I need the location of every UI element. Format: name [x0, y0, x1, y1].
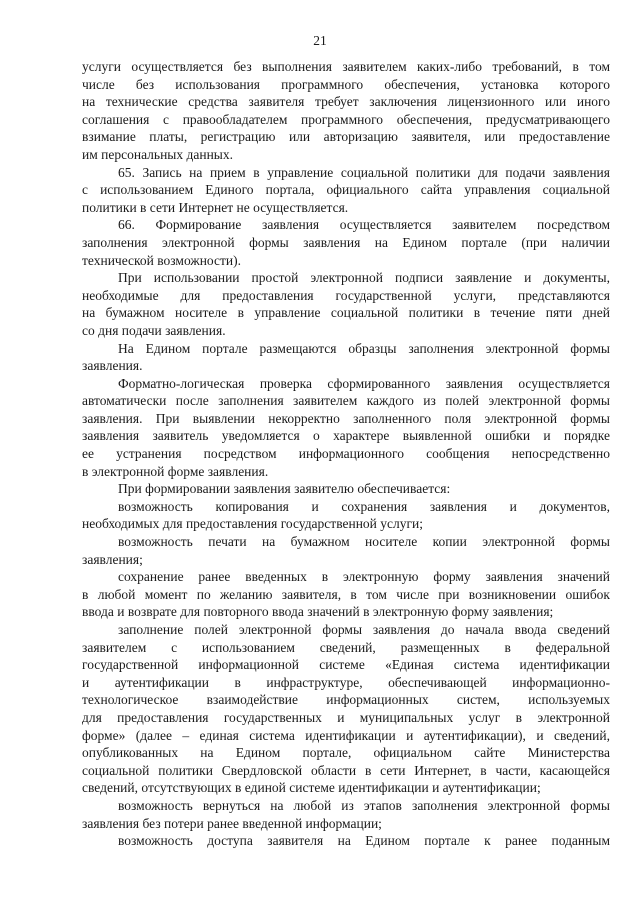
page-number: 21 — [313, 33, 327, 48]
text-line: политики в сети Интернет не осуществляется. — [82, 199, 349, 215]
text-line: в электронной форме заявления. — [82, 463, 269, 479]
text-line: в любой момент по желанию заявителя, в том числе при возникновении ошибок — [82, 586, 610, 602]
document-body — [82, 58, 610, 850]
text-line: При использовании простой электронной подписи заявление и документы, — [118, 270, 610, 286]
text-line: заявления без потери ранее введенной информации; — [82, 815, 382, 831]
text-line: числе без использования программного обеспечения, установка которого — [82, 76, 610, 92]
text-line: со дня подачи заявления. — [82, 322, 226, 338]
text-line: заявления. — [82, 358, 143, 374]
text-line: возможность копирования и сохранения заявления и документов, — [118, 498, 610, 514]
text-line: им персональных данных. — [82, 146, 234, 162]
text-line: сохранение ранее введенных в электронную форму заявления значений — [118, 569, 610, 585]
text-line: на технические средства заявителя требует заключения лицензионного или иного — [82, 94, 610, 110]
text-line: сведений, отсутствующих в единой системе идентификации и аутентификации; — [82, 780, 541, 796]
text-line: на бумажном носителе в управление социальной политики в течение пяти дней — [82, 305, 610, 321]
text-line: заявления; — [82, 551, 143, 567]
text-line: заполнения электронной формы заявления на Едином портале (при наличии — [82, 234, 610, 250]
text-line: ввода и возврате для повторного ввода значений в электронную форму заявления; — [82, 604, 554, 620]
text-line: технической возможности). — [82, 252, 242, 268]
text-line: автоматически после заполнения заявителем каждого из полей электронной формы — [82, 393, 610, 409]
text-line: заявителем с использованием сведений, размещенных в федеральной — [82, 639, 610, 655]
text-line: заявления. При выявлении некорректно заполненного поля электронной формы — [82, 410, 610, 426]
text-line: возможность вернуться на любой из этапов заполнения электронной формы — [118, 797, 610, 813]
text-line: социальной политики Свердловской области в сети Интернет, в части, касающейся — [82, 762, 610, 778]
text-line: заполнение полей электронной формы заявления до начала ввода сведений — [118, 622, 610, 637]
text-line: 65. Запись на прием в управление социальной политики для подачи заявления — [118, 164, 610, 180]
text-line: На Едином портале размещаются образцы заполнения электронной формы — [118, 340, 610, 356]
text-line: для предоставления государственных и муниципальных услуг в электронной — [82, 709, 610, 725]
text-line: 66. Формирование заявления осуществляется заявителем посредством — [118, 217, 610, 233]
text-line: заявления заявитель уведомляется о характере выявленной ошибки и порядке — [82, 428, 610, 444]
text-line: необходимых для предоставления государственной услуги; — [82, 516, 424, 532]
text-line: взимание платы, регистрацию или авторизацию заявителя, или предоставление — [82, 129, 610, 145]
text-line: услуги осуществляется без выполнения заявителем каких-либо требований, в том — [82, 59, 610, 74]
text-line: Форматно-логическая проверка сформированного заявления осуществляется — [118, 375, 610, 391]
text-line: соглашения с правообладателем программного обеспечения, предусматривающего — [82, 111, 610, 127]
text-line: необходимые для предоставления государственной услуги, представляются — [82, 287, 610, 303]
text-line: возможность печати на бумажном носителе копии электронной формы — [118, 534, 610, 550]
text-line: возможность доступа заявителя на Едином портале к ранее поданным — [118, 833, 610, 849]
text-line: и аутентификации в инфраструктуре, обеспечивающей информационно- — [82, 674, 610, 690]
text-line: с использованием Единого портала, официального сайта управления социальной — [82, 182, 610, 198]
text-line: При формировании заявления заявителю обеспечивается: — [118, 481, 451, 497]
text-line: государственной информационной системе «Единая система идентификации — [82, 657, 610, 673]
text-line: технологическое взаимодействие информационных систем, используемых — [82, 692, 610, 708]
text-line: ее устранения посредством информационного сообщения непосредственно — [82, 446, 610, 462]
text-line: опубликованных на Едином портале, официальном сайте Министерства — [82, 745, 610, 761]
text-line: форме» (далее – единая система идентификации и аутентификации), и сведений, — [82, 727, 610, 743]
